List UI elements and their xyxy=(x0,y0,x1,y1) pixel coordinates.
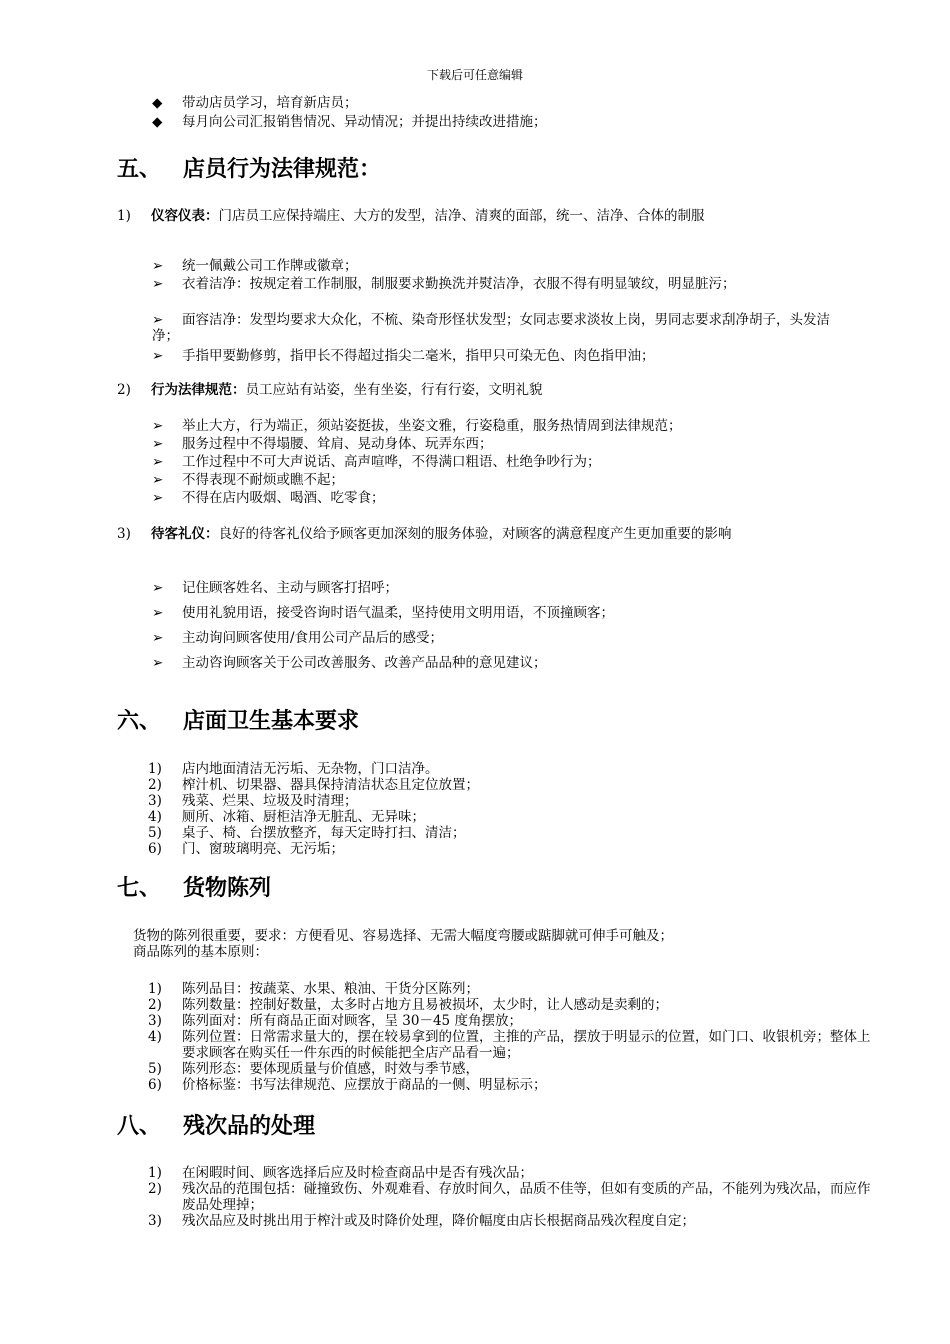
list-item: ◆ 每月向公司汇报销售情况、异动情况；并提出持续改进措施； xyxy=(152,114,547,130)
arrow-bullet-icon: ➢ xyxy=(152,348,164,364)
section-heading: 六、 店面卫生基本要求 xyxy=(117,709,360,734)
list-item: 3) 陈列面对：所有商品正面对顾客，呈 30－45 度角摆放； xyxy=(148,1013,522,1029)
list-item: 1) 陈列品目：按蔬菜、水果、粮油、干货分区陈列； xyxy=(148,981,479,997)
subsection-intro: 3) 待客礼仪：良好的待客礼仪给予顾客更加深刻的服务体验，对顾客的满意程度产生更加重要的影响 xyxy=(117,526,732,542)
arrow-bullet-icon: ➢ xyxy=(152,580,164,596)
list-item: ➢ 面容洁净：发型均要求大众化，不梳、染奇形怪状发型；女同志要求淡妆上岗，男同志要求刮净胡子，头发洁净； xyxy=(152,312,830,344)
arrow-bullet-icon: ➢ xyxy=(152,655,164,671)
list-item: ➢ 不得在店内吸烟、喝酒、吃零食； xyxy=(152,490,385,506)
diamond-bullet-icon: ◆ xyxy=(152,95,163,111)
page-header: 下载后可任意编辑 xyxy=(426,68,523,82)
list-item: 5) 桌子、椅、台摆放整齐，每天定時打扫、清洁； xyxy=(148,825,466,841)
arrow-bullet-icon: ➢ xyxy=(152,436,164,452)
arrow-bullet-icon: ➢ xyxy=(152,276,164,292)
section-heading: 五、 店员行为法律规范： xyxy=(117,157,382,182)
list-item: 4) 陈列位置：日常需求量大的，摆在较易拿到的位置，主推的产品，摆放于明显示的位置，如门口、收银机旁；整体上要求顾客在购买任一件东西的时候能把全店产品看一遍； xyxy=(148,1029,871,1061)
arrow-bullet-icon: ➢ xyxy=(152,472,164,488)
list-item: ➢ 使用礼貌用语，接受咨询时语气温柔，坚持使用文明用语，不顶撞顾客； xyxy=(152,605,614,621)
list-item: 6) 价格标鉴：书写法律规范、应摆放于商品的一侧、明显标示； xyxy=(148,1077,547,1093)
list-item: ➢ 主动咨询顾客关于公司改善服务、改善产品品种的意见建议； xyxy=(152,655,547,671)
section-heading: 八、 残次品的处理 xyxy=(117,1114,316,1139)
list-item: ➢ 工作过程中不可大声说话、高声喧哗，不得满口粗语、杜绝争吵行为； xyxy=(152,454,601,470)
list-item: ➢ 衣着洁净：按规定着工作制服，制服要求勤换洗并熨洁净，衣服不得有明显皱纹，明显脏污； xyxy=(152,276,736,292)
paragraph: 货物的陈列很重要，要求：方便看见、容易选择、无需大幅度弯腰或踮脚就可伸手可触及； xyxy=(133,928,673,944)
list-item: 2) 残次品的范围包括：碰撞致伤、外观难看、存放时间久，品质不佳等，但如有变质的产品，不能列为残次品，而应作废品处理掉； xyxy=(148,1181,871,1213)
arrow-bullet-icon: ➢ xyxy=(152,258,164,274)
diamond-bullet-icon: ◆ xyxy=(152,114,163,130)
list-item: 6) 门、窗玻璃明亮、无污垢； xyxy=(148,841,344,857)
list-item: 5) 陈列形态：要体现质量与价值感，时效与季节感， xyxy=(148,1061,479,1077)
subsection-intro: 1) 仪容仪表：门店员工应保持端庄、大方的发型，洁净、清爽的面部，统一、洁净、合体的制服 xyxy=(117,208,705,224)
paragraph: 商品陈列的基本原则： xyxy=(133,944,268,960)
arrow-bullet-icon: ➢ xyxy=(152,490,164,506)
list-item: ➢ 服务过程中不得塌腰、耸肩、晃动身体、玩弄东西； xyxy=(152,436,493,452)
arrow-bullet-icon: ➢ xyxy=(152,312,164,328)
list-item: ➢ 不得表现不耐烦或瞧不起； xyxy=(152,472,344,488)
list-item: ➢ 手指甲要勤修剪，指甲长不得超过指尖二毫米，指甲只可染无色、肉色指甲油； xyxy=(152,348,655,364)
list-item: 4) 厕所、冰箱、厨柜洁净无脏乱、无异味； xyxy=(148,809,425,825)
list-item: 1) 在闲暇时间、顾客选择后应及时检查商品中是否有残次品； xyxy=(148,1165,533,1181)
section-heading: 七、 货物陈列 xyxy=(117,876,272,901)
list-item: ➢ 主动询问顾客使用/食用公司产品后的感受； xyxy=(152,630,444,646)
subsection-intro: 2) 行为法律规范：员工应站有站姿，坐有坐姿，行有行姿，文明礼貌 xyxy=(117,382,543,398)
list-item: ➢ 举止大方，行为端正，须站姿挺拔，坐姿文雅，行姿稳重，服务热情周到法律规范； xyxy=(152,418,682,434)
list-item: 2) 陈列数量：控制好数量，太多时占地方且易被损坏，太少时，让人感动是卖剩的； xyxy=(148,997,668,1013)
list-item: 1) 店内地面清洁无污垢、无杂物，门口洁净。 xyxy=(148,761,439,777)
list-item: ➢ 记住顾客姓名、主动与顾客打招呼； xyxy=(152,580,398,596)
list-item: ◆ 带动店员学习，培育新店员； xyxy=(152,95,358,111)
list-item: ➢ 统一佩戴公司工作牌或徽章； xyxy=(152,258,358,274)
arrow-bullet-icon: ➢ xyxy=(152,418,164,434)
list-item: 3) 残次品应及时挑出用于榨汁或及时降价处理，降价幅度由店长根据商品残次程度自定； xyxy=(148,1213,695,1229)
arrow-bullet-icon: ➢ xyxy=(152,605,164,621)
arrow-bullet-icon: ➢ xyxy=(152,630,164,646)
arrow-bullet-icon: ➢ xyxy=(152,454,164,470)
list-item: 2) 榨汁机、切果器、器具保持清洁状态且定位放置； xyxy=(148,777,479,793)
list-item: 3) 残菜、烂果、垃圾及时清理； xyxy=(148,793,358,809)
